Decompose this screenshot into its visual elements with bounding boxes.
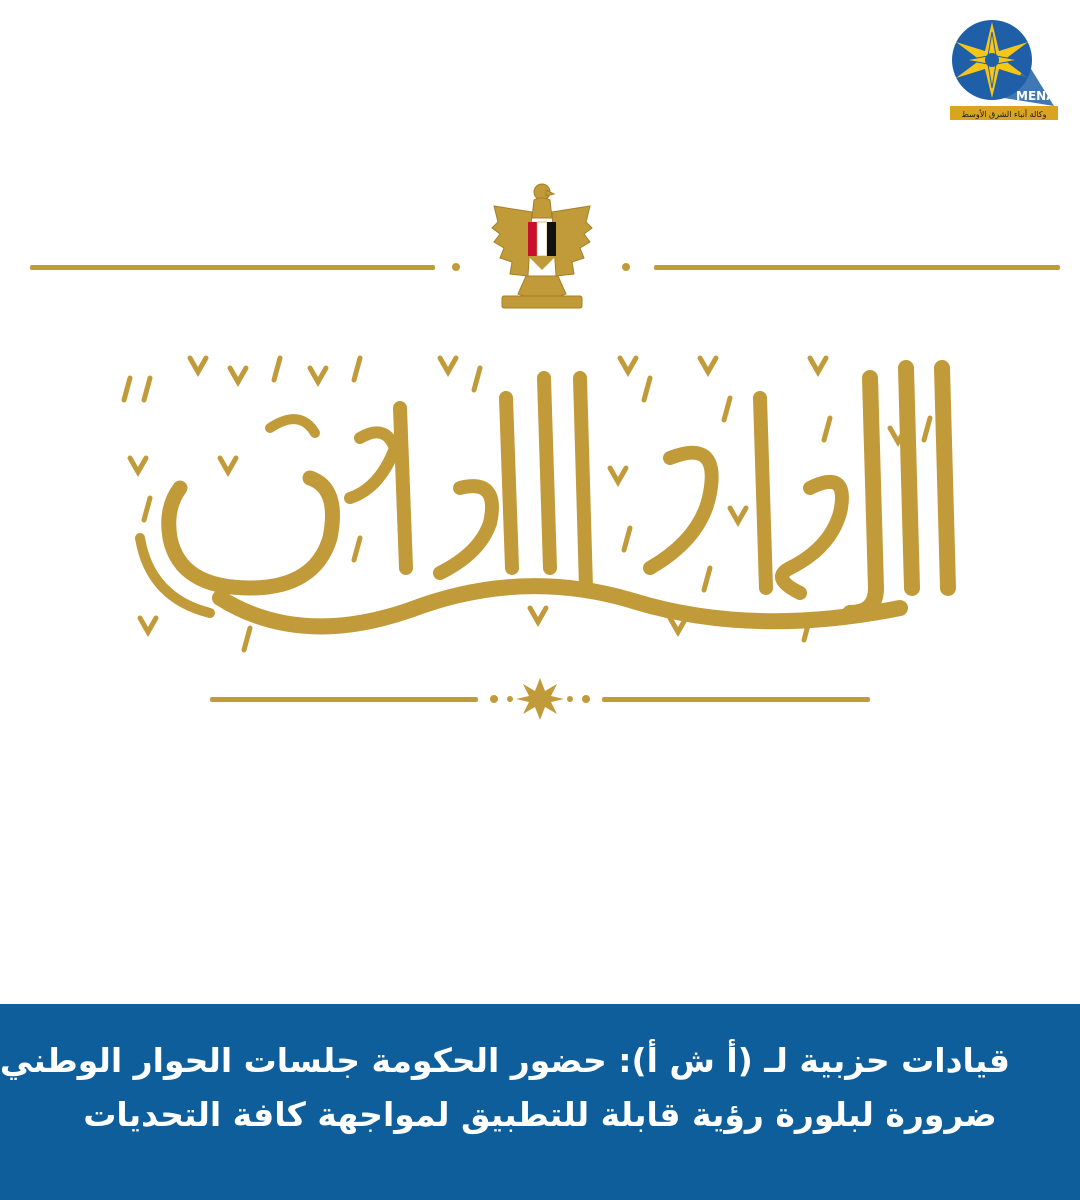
mena-logo: [948, 16, 1060, 124]
svg-text:وكالة أنباء الشرق الأوسط: وكالة أنباء الشرق الأوسط: [961, 110, 1047, 119]
headline-line-1: قيادات حزبية لـ (أ ش أ): حضور الحكومة جلسات الحوار الوطني: [0, 1041, 1010, 1080]
headline-banner: [0, 1004, 1080, 1200]
national-dialogue-calligraphy: [110, 338, 970, 658]
bottom-ornament-rule: [210, 672, 870, 728]
headline-line-2: ضرورة لبلورة رؤية قابلة للتطبيق لمواجهة كافة التحديات: [83, 1095, 997, 1134]
eagle-of-saladin-icon: [488, 178, 596, 318]
mena-star-logo-icon: [948, 16, 1060, 124]
al-hiwar-al-watani-calligraphy-icon: [110, 338, 970, 658]
egypt-emblem: [488, 178, 596, 318]
svg-text:MENA: MENA: [1016, 89, 1056, 103]
top-ornament-rule: [30, 250, 1060, 286]
